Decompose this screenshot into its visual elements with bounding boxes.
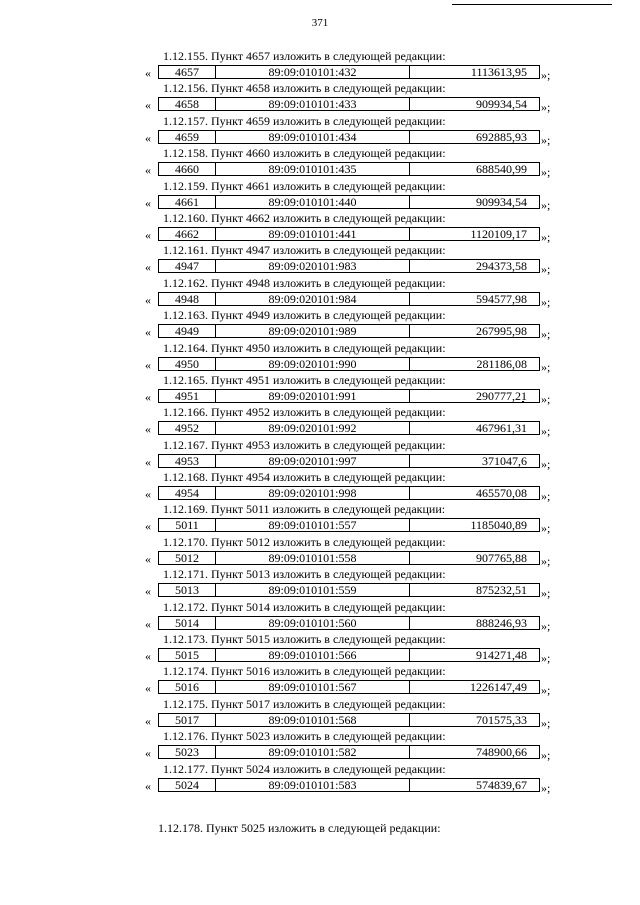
opening-quote: «	[145, 357, 151, 372]
closing-quote: »;	[541, 586, 551, 601]
amendment-heading: 1.12.163. Пункт 4949 изложить в следующей редакции:	[163, 308, 446, 323]
closing-quote: »;	[541, 197, 551, 212]
value-cell: 909934,54	[476, 98, 527, 111]
closing-quote: »;	[541, 553, 551, 568]
value-cell: 1120109,17	[470, 227, 527, 240]
opening-quote: «	[145, 519, 151, 534]
closing-quote: »;	[541, 456, 551, 471]
closing-quote: »;	[541, 165, 551, 180]
table-row	[158, 713, 540, 727]
amendment-heading: 1.12.157. Пункт 4659 изложить в следующей редакции:	[163, 113, 446, 128]
cadastral-number-cell: 89:09:010101:433	[216, 98, 410, 110]
amendment-heading: 1.12.161. Пункт 4947 изложить в следующей редакции:	[163, 243, 446, 258]
item-number-cell: 4661	[159, 196, 216, 208]
item-number-cell: 4657	[159, 66, 216, 78]
table-row	[158, 357, 540, 371]
table-row	[158, 648, 540, 662]
value-cell: 692885,93	[476, 130, 527, 143]
opening-quote: «	[145, 227, 151, 242]
item-number-cell: 5014	[159, 617, 216, 629]
opening-quote: «	[145, 778, 151, 793]
cadastral-number-cell: 89:09:020101:992	[216, 422, 410, 434]
table-row	[158, 97, 540, 111]
amendment-heading: 1.12.166. Пункт 4952 изложить в следующей редакции:	[163, 405, 446, 420]
cadastral-number-cell: 89:09:010101:432	[216, 66, 410, 78]
cadastral-number-cell: 89:09:020101:990	[216, 358, 410, 370]
amendment-heading: 1.12.172. Пункт 5014 изложить в следующей редакции:	[163, 599, 446, 614]
opening-quote: «	[145, 551, 151, 566]
amendment-item	[0, 471, 640, 503]
value-cell: 465570,08	[476, 487, 527, 500]
value-cell: 294373,58	[476, 260, 527, 273]
opening-quote: «	[145, 584, 151, 599]
closing-quote: »;	[541, 651, 551, 666]
closing-quote: »;	[541, 391, 551, 406]
amendment-heading: 1.12.160. Пункт 4662 изложить в следующей редакции:	[163, 210, 446, 225]
opening-quote: «	[145, 681, 151, 696]
table-row	[158, 583, 540, 597]
cadastral-number-cell: 89:09:010101:583	[216, 779, 410, 791]
closing-quote: »;	[541, 68, 551, 82]
value-cell: 467961,31	[476, 422, 527, 435]
value-cell: 1113613,95	[470, 66, 527, 78]
amendment-item	[0, 115, 640, 147]
amendment-item	[0, 503, 640, 535]
cadastral-number-cell: 89:09:010101:441	[216, 228, 410, 240]
closing-quote: »;	[541, 748, 551, 763]
value-cell: 1185040,89	[470, 519, 527, 532]
table-row	[158, 778, 540, 792]
amendment-heading: 1.12.171. Пункт 5013 изложить в следующей редакции:	[163, 567, 446, 582]
cadastral-number-cell: 89:09:010101:559	[216, 584, 410, 596]
value-cell: 1226147,49	[470, 681, 527, 694]
amendment-item	[0, 633, 640, 665]
closing-quote: »;	[541, 489, 551, 504]
amendment-item	[0, 730, 640, 762]
amendment-heading-final: 1.12.178. Пункт 5025 изложить в следующей редакции:	[158, 821, 441, 835]
closing-quote: »;	[541, 618, 551, 633]
amendment-heading: 1.12.155. Пункт 4657 изложить в следующей редакции:	[163, 49, 446, 63]
item-number-cell: 5016	[159, 681, 216, 693]
cadastral-number-cell: 89:09:010101:567	[216, 681, 410, 693]
amendment-heading: 1.12.177. Пункт 5024 изложить в следующей редакции:	[163, 761, 446, 776]
amendment-heading: 1.12.156. Пункт 4658 изложить в следующей редакции:	[163, 81, 446, 96]
closing-quote: »;	[541, 262, 551, 277]
table-row	[158, 680, 540, 694]
closing-quote: »;	[541, 100, 551, 115]
opening-quote: «	[145, 292, 151, 307]
opening-quote: «	[145, 130, 151, 145]
closing-quote: »;	[541, 229, 551, 244]
amendment-item	[0, 601, 640, 633]
value-cell: 574839,67	[476, 778, 527, 791]
table-row	[158, 421, 540, 435]
table-row	[158, 195, 540, 209]
amendment-item	[0, 568, 640, 600]
amendment-item	[0, 212, 640, 244]
opening-quote: «	[145, 616, 151, 631]
amendment-heading: 1.12.167. Пункт 4953 изложить в следующей редакции:	[163, 437, 446, 452]
value-cell: 748900,66	[476, 746, 527, 759]
value-cell: 907765,88	[476, 551, 527, 564]
value-cell: 914271,48	[476, 649, 527, 662]
value-cell: 701575,33	[476, 713, 527, 726]
amendment-item	[0, 698, 640, 730]
table-row	[158, 259, 540, 273]
table-row	[158, 292, 540, 306]
amendment-item	[0, 342, 640, 374]
amendment-item	[0, 277, 640, 309]
cadastral-number-cell: 89:09:010101:558	[216, 552, 410, 564]
amendment-heading: 1.12.162. Пункт 4948 изложить в следующей редакции:	[163, 275, 446, 290]
item-number-cell: 5017	[159, 714, 216, 726]
amendment-heading: 1.12.175. Пункт 5017 изложить в следующей редакции:	[163, 696, 446, 711]
table-row	[158, 616, 540, 630]
cadastral-number-cell: 89:09:020101:984	[216, 293, 410, 305]
item-number-cell: 4660	[159, 163, 216, 175]
item-number-cell: 4948	[159, 293, 216, 305]
value-cell: 594577,98	[476, 292, 527, 305]
table-row	[158, 324, 540, 338]
value-cell: 875232,51	[476, 584, 527, 597]
amendment-heading: 1.12.164. Пункт 4950 изложить в следующей редакции:	[163, 340, 446, 355]
table-row	[158, 162, 540, 176]
amendment-heading: 1.12.176. Пункт 5023 изложить в следующей редакции:	[163, 729, 446, 744]
amendment-item	[0, 82, 640, 114]
item-number-cell: 4947	[159, 260, 216, 272]
table-row	[158, 486, 540, 500]
amendment-item	[0, 665, 640, 697]
value-cell: 371047,6	[482, 454, 527, 467]
header-rule	[452, 4, 612, 5]
item-number-cell: 5023	[159, 746, 216, 758]
cadastral-number-cell: 89:09:010101:434	[216, 131, 410, 143]
value-cell: 281186,08	[476, 357, 527, 370]
opening-quote: «	[145, 649, 151, 664]
amendment-item	[0, 406, 640, 438]
page-number: 371	[311, 17, 329, 29]
value-cell: 909934,54	[476, 195, 527, 208]
item-number-cell: 4950	[159, 358, 216, 370]
opening-quote: «	[145, 487, 151, 502]
cadastral-number-cell: 89:09:020101:991	[216, 390, 410, 402]
amendment-item	[0, 763, 640, 795]
cadastral-number-cell: 89:09:020101:998	[216, 487, 410, 499]
amendment-heading: 1.12.170. Пункт 5012 изложить в следующей редакции:	[163, 534, 446, 549]
opening-quote: «	[145, 98, 151, 113]
item-number-cell: 5011	[159, 519, 216, 531]
item-number-cell: 5013	[159, 584, 216, 596]
item-number-cell: 4659	[159, 131, 216, 143]
value-cell: 290777,21	[476, 389, 527, 402]
item-number-cell: 5012	[159, 552, 216, 564]
table-row	[158, 227, 540, 241]
amendment-heading: 1.12.169. Пункт 5011 изложить в следующей редакции:	[163, 502, 446, 517]
cadastral-number-cell: 89:09:010101:560	[216, 617, 410, 629]
closing-quote: »;	[541, 294, 551, 309]
closing-quote: »;	[541, 132, 551, 147]
table-row	[158, 518, 540, 532]
amendment-heading: 1.12.173. Пункт 5015 изложить в следующей редакции:	[163, 632, 446, 647]
closing-quote: »;	[541, 521, 551, 536]
item-number-cell: 5015	[159, 649, 216, 661]
opening-quote: «	[145, 746, 151, 761]
item-number-cell: 4954	[159, 487, 216, 499]
closing-quote: »;	[541, 780, 551, 795]
closing-quote: »;	[541, 424, 551, 439]
amendment-item	[0, 536, 640, 568]
cadastral-number-cell: 89:09:010101:440	[216, 196, 410, 208]
amendment-heading: 1.12.165. Пункт 4951 изложить в следующей редакции:	[163, 372, 446, 387]
amendment-item	[0, 180, 640, 212]
opening-quote: «	[145, 422, 151, 437]
amendment-item	[0, 439, 640, 471]
table-row	[158, 389, 540, 403]
cadastral-number-cell: 89:09:010101:557	[216, 519, 410, 531]
value-cell: 688540,99	[476, 163, 527, 176]
value-cell: 267995,98	[476, 325, 527, 338]
item-number-cell: 4953	[159, 455, 216, 467]
amendment-list	[0, 50, 640, 795]
closing-quote: »;	[541, 683, 551, 698]
item-number-cell: 4951	[159, 390, 216, 402]
item-number-cell: 4662	[159, 228, 216, 240]
opening-quote: «	[145, 454, 151, 469]
item-number-cell: 4952	[159, 422, 216, 434]
table-row	[158, 454, 540, 468]
amendment-heading: 1.12.168. Пункт 4954 изложить в следующей редакции:	[163, 470, 446, 485]
table-row	[158, 65, 540, 79]
table-row	[158, 745, 540, 759]
cadastral-number-cell: 89:09:020101:983	[216, 260, 410, 272]
opening-quote: «	[145, 389, 151, 404]
opening-quote: «	[145, 325, 151, 340]
amendment-heading: 1.12.174. Пункт 5016 изложить в следующей редакции:	[163, 664, 446, 679]
amendment-item	[0, 147, 640, 179]
opening-quote: «	[145, 163, 151, 178]
cadastral-number-cell: 89:09:010101:568	[216, 714, 410, 726]
closing-quote: »;	[541, 359, 551, 374]
closing-quote: »;	[541, 327, 551, 342]
cadastral-number-cell: 89:09:010101:435	[216, 163, 410, 175]
cadastral-number-cell: 89:09:020101:997	[216, 455, 410, 467]
table-row	[158, 551, 540, 565]
item-number-cell: 4949	[159, 325, 216, 337]
amendment-item	[0, 244, 640, 276]
opening-quote: «	[145, 195, 151, 210]
amendment-item	[0, 374, 640, 406]
opening-quote: «	[145, 713, 151, 728]
amendment-item	[0, 50, 640, 82]
table-row	[158, 130, 540, 144]
cadastral-number-cell: 89:09:010101:566	[216, 649, 410, 661]
closing-quote: »;	[541, 715, 551, 730]
amendment-item	[0, 309, 640, 341]
value-cell: 888246,93	[476, 616, 527, 629]
item-number-cell: 4658	[159, 98, 216, 110]
cadastral-number-cell: 89:09:010101:582	[216, 746, 410, 758]
opening-quote: «	[145, 66, 151, 80]
item-number-cell: 5024	[159, 779, 216, 791]
amendment-heading: 1.12.159. Пункт 4661 изложить в следующей редакции:	[163, 178, 446, 193]
opening-quote: «	[145, 260, 151, 275]
amendment-heading: 1.12.158. Пункт 4660 изложить в следующей редакции:	[163, 146, 446, 161]
cadastral-number-cell: 89:09:020101:989	[216, 325, 410, 337]
